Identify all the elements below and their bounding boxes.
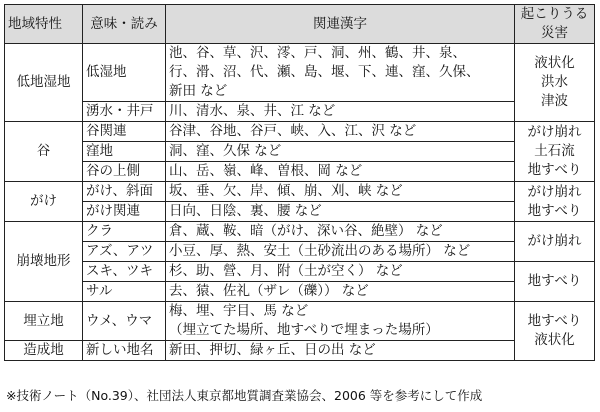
kanji-line: 小豆、厚、熱、安土（土砂流出のある場所） など [169,243,471,259]
region-cell: 崩壊地形 [5,222,83,302]
hazard-cell: 地すべり [515,262,595,302]
header-hazard-line2: 災害 [541,25,568,41]
kanji-cell [166,302,515,341]
kanji-cell [166,142,515,162]
hazard-cell [515,302,595,361]
meaning-cell: 谷関連 [83,122,166,142]
hazard-cell [515,182,595,222]
footnote: ※技術ノート（No.39）、社団法人東京都地質調査業協会、2006 等を参考にして作成 [6,388,483,403]
kanji-cell [166,202,515,222]
table-row [5,202,595,222]
table-row [5,282,595,302]
hazard-label: 土石流 [534,143,575,159]
region-cell: 低地湿地 [5,44,83,122]
meaning-cell: 窪地 [83,142,166,162]
table-row [5,162,595,182]
kanji-hazard-table [4,4,595,361]
region-cell: がけ [5,182,83,222]
hazard-label: 液状化 [534,332,575,348]
kanji-cell [166,341,515,361]
region-cell: 埋立地 [5,302,83,341]
header-meaning: 意味・読み [83,5,166,44]
region-cell: 谷 [5,122,83,182]
meaning-cell: クラ [83,222,166,242]
kanji-line: 山、岳、嶺、峰、曽根、岡 など [169,163,363,179]
table-row [5,222,595,242]
meaning-cell: 新しい地名 [83,341,166,361]
kanji-line: 川、清水、泉、井、江 など [169,103,336,119]
table-row [5,142,595,162]
meaning-cell: スキ、ツキ [83,262,166,282]
table-row [5,341,595,361]
table-row [5,262,595,282]
header-hazard-line1: 起こりうる [520,6,589,22]
kanji-cell [166,122,515,142]
header-region: 地域特性 [5,5,83,44]
meaning-cell: アズ、アツ [83,242,166,262]
header-kanji: 関連漢字 [166,5,515,44]
hazard-label: 津波 [541,93,568,109]
table-row [5,182,595,202]
kanji-line: 去、猿、佐礼（ザレ（礫）） など [169,283,369,299]
kanji-line: 新田、押切、緑ヶ丘、日の出 など [169,342,376,358]
table-row [5,102,595,122]
kanji-line: 池、谷、草、沢、澪、戸、洞、州、鶴、井、泉、 [169,45,466,61]
hazard-cell [515,122,595,182]
table-row [5,302,595,341]
header-hazard [515,5,595,44]
kanji-line: 行、滑、沼、代、瀬、島、堰、下、連、窪、久保、 [169,64,480,80]
hazard-label: 液状化 [534,55,575,71]
meaning-cell: がけ関連 [83,202,166,222]
hazard-label: 地すべり [527,202,582,219]
header-row [5,5,595,44]
kanji-cell [166,44,515,102]
hazard-label: がけ崩れ [527,124,582,140]
kanji-cell [166,222,515,242]
region-cell: 造成地 [5,341,83,361]
kanji-cell [166,242,515,262]
kanji-line: 梅、埋、宇目、馬 など [169,303,309,319]
meaning-cell: 湧水・井戸 [83,102,166,122]
kanji-line: 坂、垂、欠、岸、傾、崩、刈、峡 など [169,183,403,199]
meaning-cell: 低湿地 [83,44,166,102]
kanji-cell [166,282,515,302]
kanji-line: 谷津、谷地、谷戸、峡、入、江、沢 など [169,123,417,139]
table-row [5,44,595,102]
kanji-line: 新田 など [169,83,228,99]
hazard-cell: がけ崩れ [515,222,595,262]
meaning-cell: 谷の上側 [83,162,166,182]
meaning-cell: がけ、斜面 [83,182,166,202]
kanji-cell [166,102,515,122]
kanji-line: 杉、助、營、月、附（土が空く） など [169,263,403,279]
hazard-label: 地すべり [527,162,582,178]
hazard-label: 地すべり [527,313,582,329]
table-row [5,242,595,262]
kanji-cell [166,162,515,182]
hazard-label: 洪水 [541,74,568,90]
hazard-cell [515,44,595,122]
meaning-cell: サル [83,282,166,302]
kanji-line: 洞、窪、久保 など [169,143,282,159]
table-row [5,122,595,142]
hazard-label: がけ崩れ [527,183,582,200]
kanji-line: （埋立てた場所、地すべりで埋まった場所） [169,322,439,338]
kanji-line: 日向、日陰、裏、腰 など [169,203,322,219]
kanji-line: 倉、蔵、鞍、暗（がけ、深い谷、絶壁） など [169,223,443,239]
kanji-cell [166,182,515,202]
meaning-cell: ウメ、ウマ [83,302,166,341]
kanji-cell [166,262,515,282]
